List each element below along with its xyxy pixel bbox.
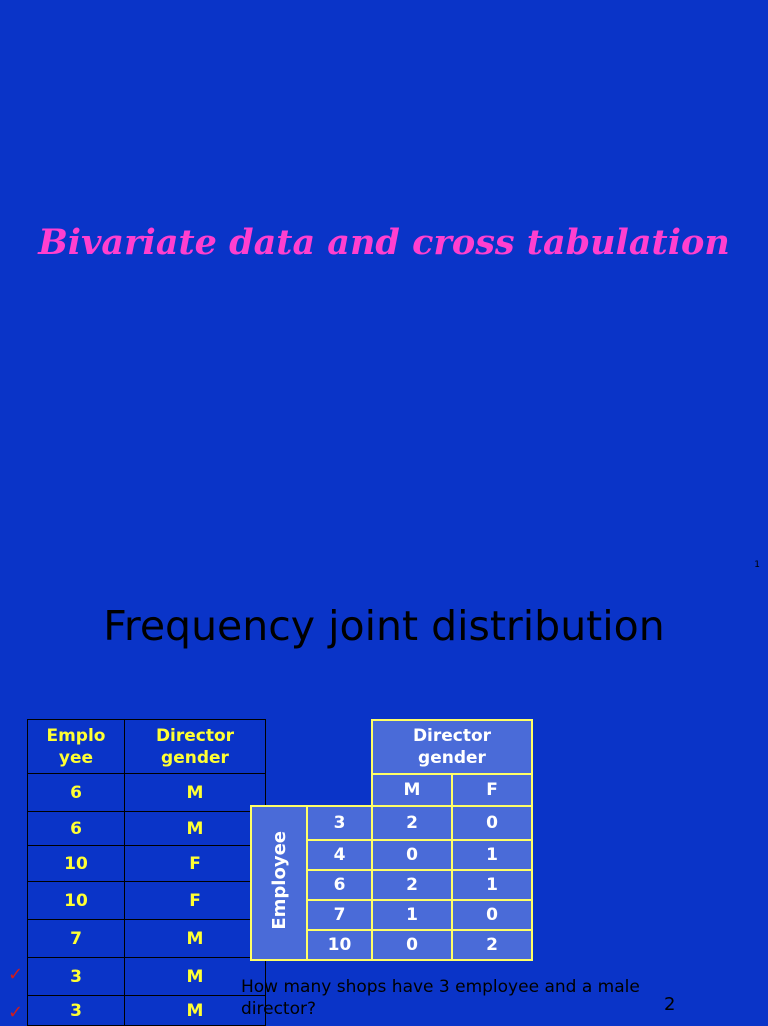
table-cell: M: [125, 958, 266, 996]
table-cell: 0: [452, 900, 532, 930]
row-header: 10: [307, 930, 372, 960]
table-cell: 0: [372, 930, 452, 960]
column-group-header: Director gender: [372, 720, 532, 774]
row-header: 3: [307, 806, 372, 840]
column-header: Emplo yee: [28, 720, 125, 774]
table-cell: 2: [372, 870, 452, 900]
table-cell: F: [125, 846, 266, 882]
checkmark-icon: ✓: [8, 1002, 24, 1023]
table-cell: 2: [452, 930, 532, 960]
row-header: 6: [307, 870, 372, 900]
table-cell: M: [125, 812, 266, 846]
slide-title: Bivariate data and cross tabulation: [38, 222, 730, 263]
row-header: 4: [307, 840, 372, 870]
table-cell: 1: [372, 900, 452, 930]
question-text: How many shops have 3 employee and a male director?: [241, 977, 640, 1019]
row-header: 7: [307, 900, 372, 930]
checkmark-icon: ✓: [8, 964, 24, 985]
table-cell: 10: [28, 846, 125, 882]
table-cell: 2: [372, 806, 452, 840]
column-header: M: [372, 774, 452, 806]
table-cell: 6: [28, 774, 125, 812]
column-header: Director gender: [125, 720, 266, 774]
table-cell: 1: [452, 840, 532, 870]
slide-2: [0, 576, 768, 1024]
page-number: 2: [664, 994, 676, 1015]
table-cell: 0: [452, 806, 532, 840]
table-cell: F: [125, 882, 266, 920]
table-cell: 7: [28, 920, 125, 958]
table-cell: 6: [28, 812, 125, 846]
column-header: F: [452, 774, 532, 806]
table-cell: M: [125, 996, 266, 1026]
table-cell: M: [125, 920, 266, 958]
page-number: 1: [754, 560, 760, 570]
table-cell: M: [125, 774, 266, 812]
slide-title: Frequency joint distribution: [103, 602, 665, 650]
row-group-header: Employee: [251, 806, 307, 960]
table-cell: 3: [28, 996, 125, 1026]
table-cell: 10: [28, 882, 125, 920]
table-cell: 3: [28, 958, 125, 996]
cross-tabulation-table: [250, 719, 533, 961]
table-cell: 1: [452, 870, 532, 900]
table-cell: 0: [372, 840, 452, 870]
raw-data-table: [27, 719, 266, 1026]
